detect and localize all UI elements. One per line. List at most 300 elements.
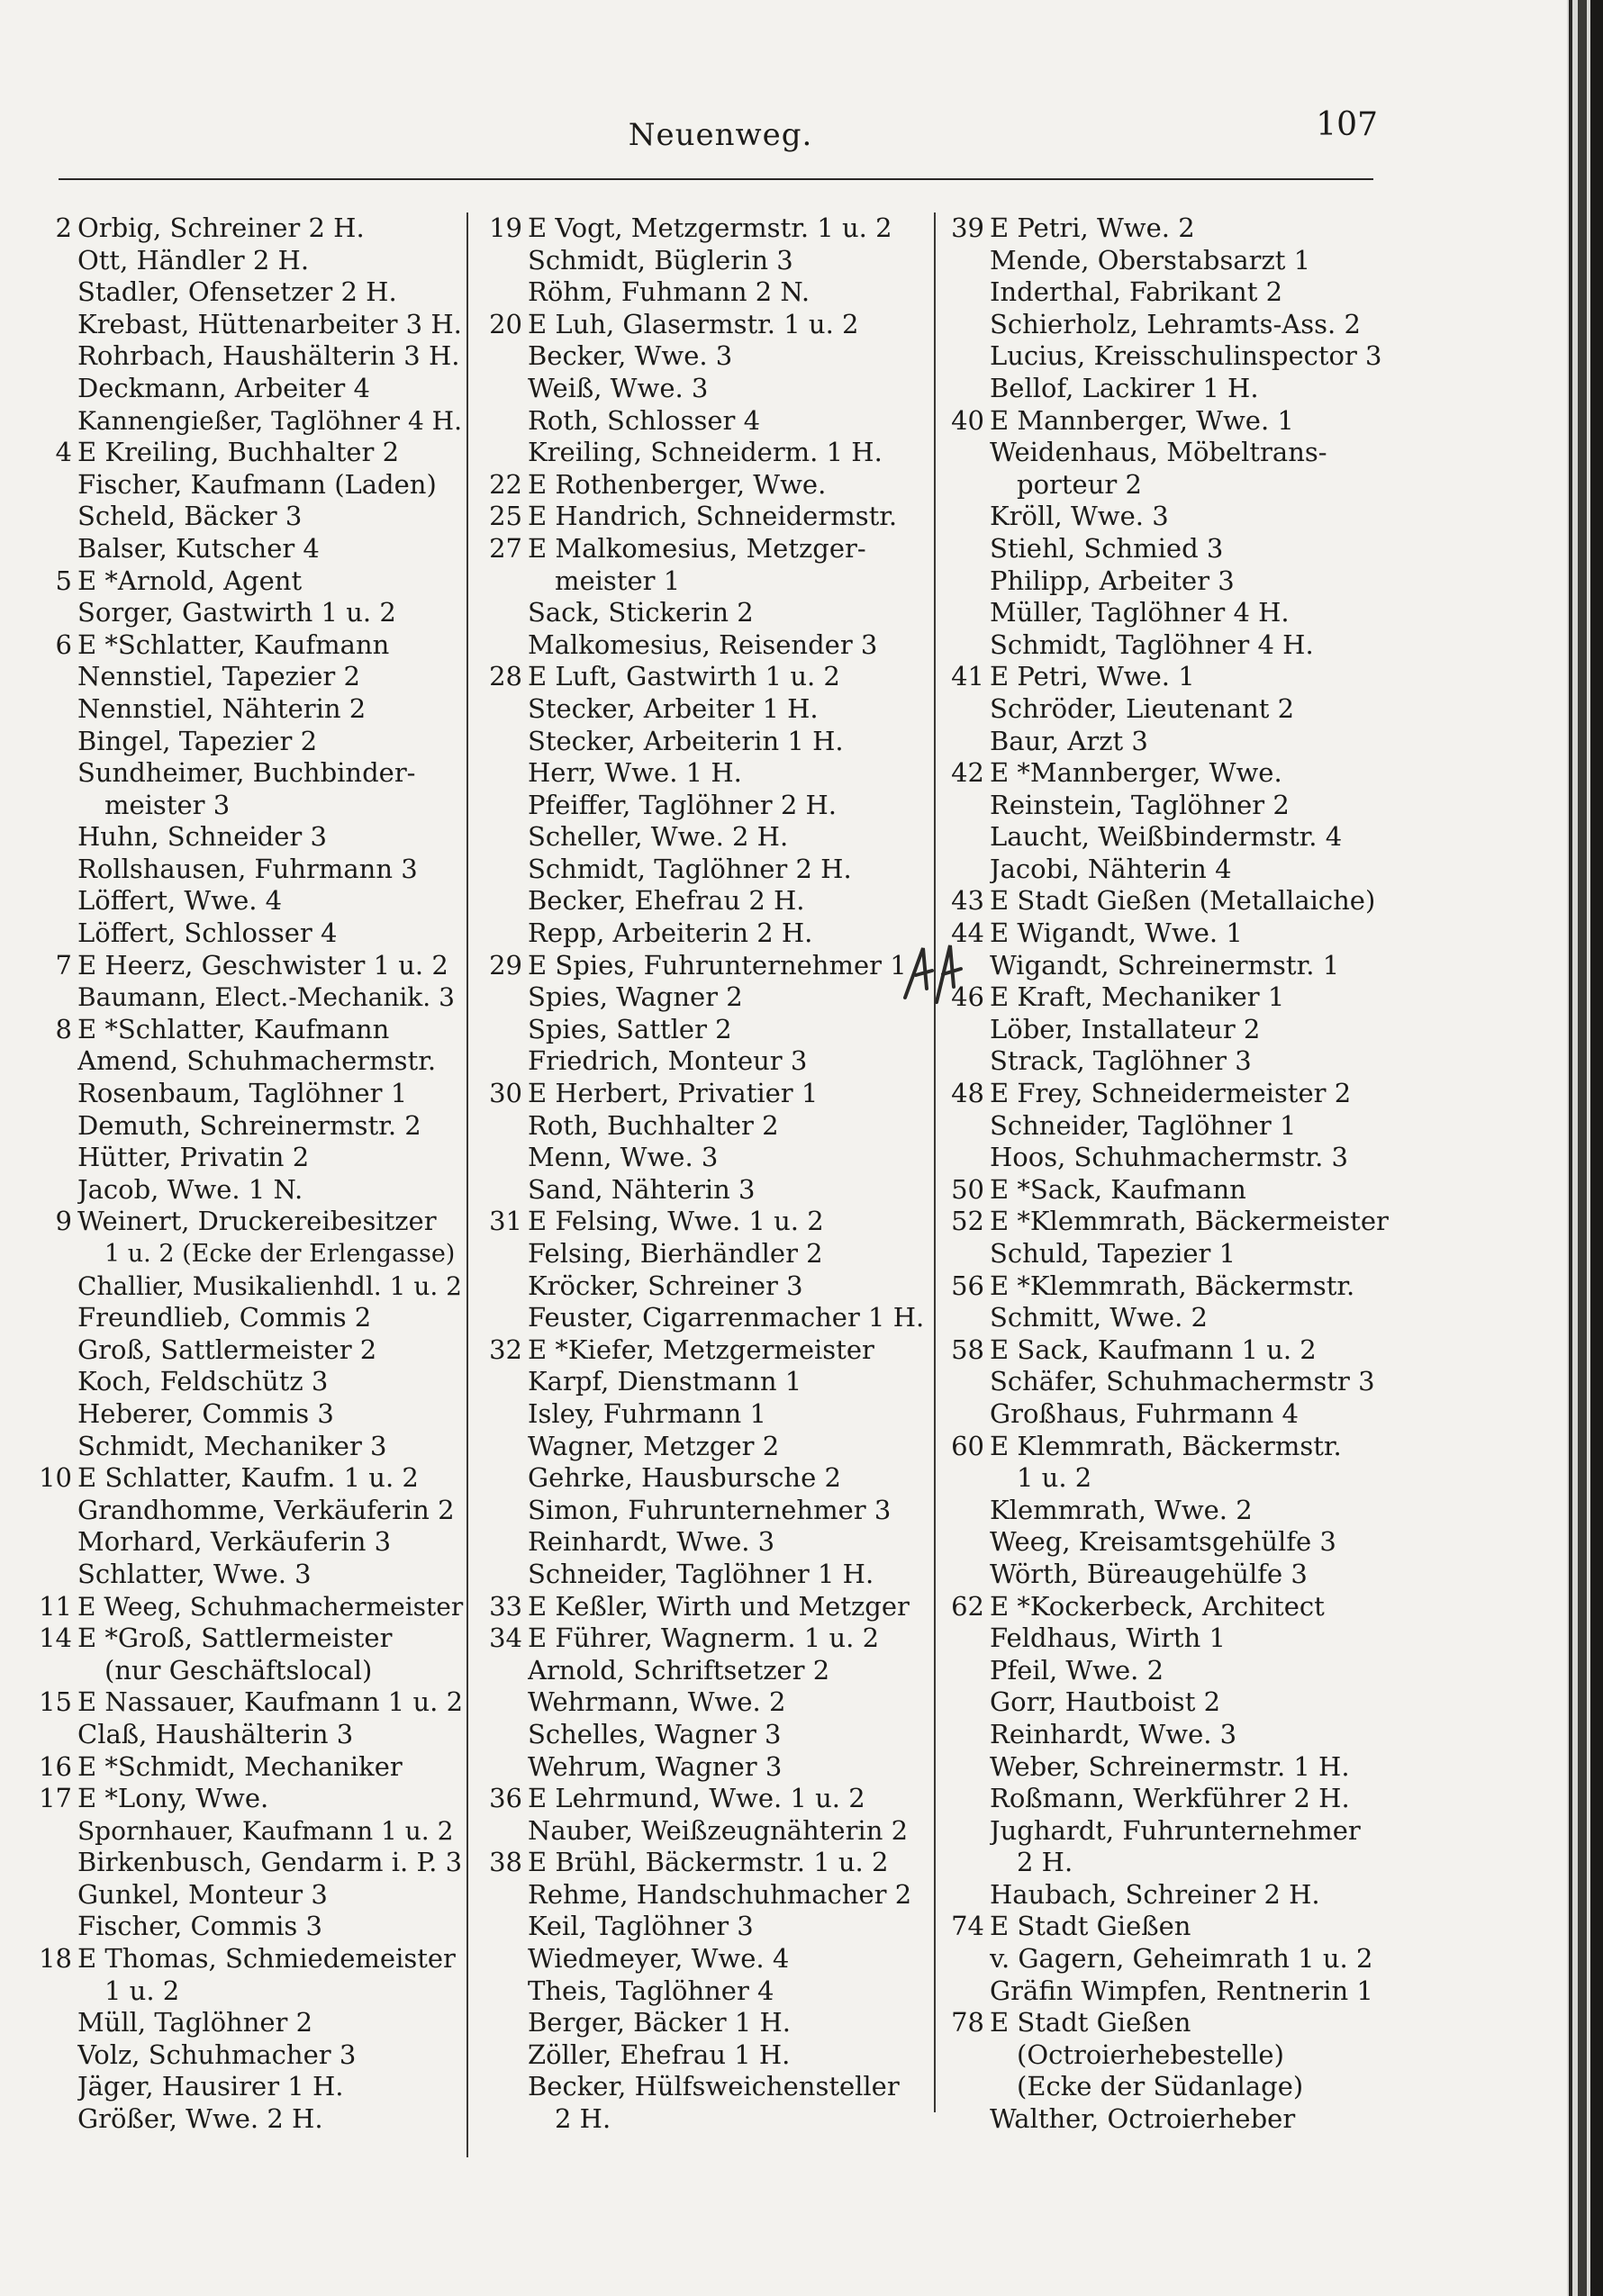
directory-entry: [939, 2103, 1390, 2136]
resident-entry-text: E Klemmrath, Bäckermstr.: [990, 1430, 1342, 1461]
directory-entry: [36, 1398, 464, 1431]
directory-entry: [477, 917, 928, 950]
book-edge: [1578, 0, 1587, 2296]
resident-entry-text: 1 u. 2: [104, 1975, 180, 2006]
directory-entry: [477, 469, 928, 502]
resident-entry-text: Roth, Schlosser 4: [528, 404, 761, 436]
resident-entry-text: Haubach, Schreiner 2 H.: [990, 1878, 1320, 1910]
resident-entry-text: Theis, Taglöhner 4: [528, 1975, 774, 2006]
directory-entry: [477, 212, 928, 245]
house-number: 60: [951, 1430, 984, 1461]
directory-entry: [36, 854, 464, 886]
directory-entry: [939, 533, 1390, 565]
resident-entry-text: Strack, Taglöhner 3: [990, 1045, 1252, 1077]
directory-entry: [939, 2007, 1390, 2039]
directory-entry: [939, 1719, 1390, 1751]
house-number: 2: [55, 212, 72, 243]
resident-entry-text: E *Arnold, Agent: [77, 565, 303, 596]
resident-entry-text: E Lehrmund, Wwe. 1 u. 2: [528, 1783, 865, 1814]
directory-entry: [477, 245, 928, 277]
directory-entry: [939, 597, 1390, 629]
directory-entry: [477, 1783, 928, 1815]
directory-entry: [477, 1431, 928, 1463]
directory-entry: [477, 2103, 928, 2136]
resident-entry-text: Wehrum, Wagner 3: [528, 1750, 783, 1782]
house-number: 22: [489, 468, 522, 500]
house-number: 48: [951, 1078, 984, 1109]
resident-entry-text: Baumann, Elect.-Mechanik. 3: [77, 982, 455, 1013]
directory-entry: [477, 1686, 928, 1719]
directory-entry: [36, 1302, 464, 1334]
directory-entry: [36, 437, 464, 469]
resident-entry-text: Keil, Taglöhner 3: [528, 1911, 754, 1942]
resident-entry-text: Weiß, Wwe. 3: [528, 372, 709, 403]
resident-entry-text: Hoos, Schuhmachermstr. 3: [990, 1142, 1348, 1173]
resident-entry-text: Isley, Fuhrmann 1: [528, 1397, 766, 1429]
resident-entry-text: Sundheimer, Buchbinder-: [77, 757, 416, 789]
house-number: 29: [489, 949, 522, 981]
resident-entry-text: E Führer, Wagnerm. 1 u. 2: [528, 1623, 880, 1654]
resident-entry-text: Berger, Bäcker 1 H.: [528, 2007, 792, 2038]
directory-entry: [939, 1751, 1390, 1784]
header-rule: [59, 178, 1373, 180]
directory-entry: [477, 2039, 928, 2072]
directory-entry: [36, 469, 464, 502]
directory-entry: [939, 917, 1390, 950]
resident-entry-text: Freundlieb, Commis 2: [77, 1302, 372, 1333]
directory-entry: [36, 276, 464, 309]
directory-entry: [36, 373, 464, 405]
directory-entry: [477, 533, 928, 565]
directory-entry: [36, 2103, 464, 2136]
resident-entry-text: E Kraft, Mechaniker 1: [990, 981, 1285, 1013]
resident-entry-text: Kreiling, Schneiderm. 1 H.: [528, 437, 883, 468]
directory-entry: [477, 854, 928, 886]
resident-entry-text: Schelles, Wagner 3: [528, 1718, 782, 1749]
directory-entry: [939, 309, 1390, 341]
directory-entry: [477, 1495, 928, 1527]
directory-entry: [939, 1655, 1390, 1687]
resident-entry-text: E Stadt Gießen (Metallaiche): [990, 885, 1376, 917]
resident-entry-text: Felsing, Bierhändler 2: [528, 1238, 823, 1269]
resident-entry-text: Reinhardt, Wwe. 3: [528, 1526, 775, 1558]
resident-entry-text: Bingel, Tapezier 2: [77, 725, 318, 756]
resident-entry-text: Schmidt, Taglöhner 2 H.: [528, 853, 852, 884]
directory-entry: [477, 1911, 928, 1943]
resident-entry-text: E Rothenberger, Wwe.: [528, 468, 827, 500]
resident-entry-text: Menn, Wwe. 3: [528, 1142, 719, 1173]
directory-entry: [36, 1334, 464, 1367]
directory-entry: [477, 950, 928, 982]
directory-entry: [36, 501, 464, 533]
directory-entry: [477, 1462, 928, 1495]
directory-entry: [36, 757, 464, 790]
resident-entry-text: Weinert, Druckereibesitzer: [77, 1206, 437, 1237]
column-3: [939, 212, 1390, 2136]
directory-entry: [939, 245, 1390, 277]
directory-entry: [939, 693, 1390, 726]
resident-entry-text: Wagner, Metzger 2: [528, 1430, 780, 1461]
directory-entry: [477, 1655, 928, 1687]
directory-entry: [477, 2007, 928, 2039]
directory-entry: [939, 469, 1390, 502]
resident-entry-text: (Ecke der Südanlage): [1017, 2071, 1304, 2102]
directory-entry: [36, 597, 464, 629]
directory-entry: [939, 405, 1390, 438]
resident-entry-text: Sand, Nähterin 3: [528, 1173, 756, 1205]
directory-entry: [477, 661, 928, 693]
resident-entry-text: Feuster, Cigarrenmacher 1 H.: [528, 1302, 925, 1333]
resident-entry-text: Laucht, Weißbindermstr. 4: [990, 821, 1343, 853]
resident-entry-text: Pfeil, Wwe. 2: [990, 1654, 1164, 1686]
house-number: 33: [489, 1590, 522, 1622]
resident-entry-text: Arnold, Schriftsetzer 2: [528, 1654, 830, 1686]
resident-entry-text: Amend, Schuhmachermstr.: [77, 1045, 437, 1077]
directory-entry: [939, 2039, 1390, 2072]
resident-entry-text: Kannengießer, Taglöhner 4 H.: [77, 405, 462, 436]
directory-entry: [477, 1719, 928, 1751]
directory-entry: [477, 1398, 928, 1431]
directory-entry: [477, 1943, 928, 1975]
resident-entry-text: E *Klemmrath, Bäckermeister: [990, 1206, 1389, 1237]
directory-entry: [477, 1623, 928, 1655]
house-number: 14: [39, 1623, 72, 1654]
house-number: 74: [951, 1911, 984, 1942]
resident-entry-text: E Sack, Kaufmann 1 u. 2: [990, 1333, 1317, 1365]
directory-entry: [477, 501, 928, 533]
resident-entry-text: Gehrke, Hausbursche 2: [528, 1462, 841, 1494]
house-number: 25: [489, 501, 522, 532]
resident-entry-text: E *Mannberger, Wwe.: [990, 757, 1282, 789]
house-number: 62: [951, 1590, 984, 1622]
directory-entry: [939, 373, 1390, 405]
resident-entry-text: Pfeiffer, Taglöhner 2 H.: [528, 789, 838, 820]
resident-entry-text: E Frey, Schneidermeister 2: [990, 1078, 1352, 1109]
directory-entry: [939, 1911, 1390, 1943]
directory-entry: [939, 1815, 1390, 1848]
house-number: 5: [55, 565, 72, 596]
directory-entry: [939, 790, 1390, 822]
directory-entry: [477, 726, 928, 758]
directory-entry: [36, 1045, 464, 1078]
directory-entry: [36, 533, 464, 565]
resident-entry-text: E Felsing, Wwe. 1 u. 2: [528, 1206, 824, 1237]
resident-entry-text: Wehrmann, Wwe. 2: [528, 1686, 786, 1718]
resident-entry-text: Löffert, Schlosser 4: [77, 917, 338, 949]
resident-entry-text: Roßmann, Werkführer 2 H.: [990, 1783, 1350, 1814]
resident-entry-text: E Petri, Wwe. 1: [990, 661, 1195, 692]
house-number: 41: [951, 661, 984, 692]
resident-entry-text: Inderthal, Fabrikant 2: [990, 276, 1283, 308]
directory-entry: [939, 1045, 1390, 1078]
resident-entry-text: Röhm, Fuhmann 2 N.: [528, 276, 811, 308]
directory-entry: [939, 1591, 1390, 1623]
resident-entry-text: Becker, Ehefrau 2 H.: [528, 885, 805, 917]
house-number: 7: [55, 949, 72, 981]
house-number: 56: [951, 1270, 984, 1301]
directory-entry: [36, 1366, 464, 1398]
resident-entry-text: Mende, Oberstabsarzt 1: [990, 244, 1311, 276]
resident-entry-text: Gorr, Hautboist 2: [990, 1686, 1221, 1718]
house-number: 52: [951, 1206, 984, 1237]
house-number: 11: [39, 1590, 72, 1622]
directory-entry: [939, 854, 1390, 886]
directory-entry: [939, 726, 1390, 758]
house-number: 50: [951, 1173, 984, 1205]
resident-entry-text: E *Kockerbeck, Architect: [990, 1590, 1325, 1622]
directory-entry: [939, 629, 1390, 662]
resident-entry-text: Wiedmeyer, Wwe. 4: [528, 1943, 790, 1975]
resident-entry-text: Heberer, Commis 3: [77, 1397, 334, 1429]
directory-entry: [36, 1783, 464, 1815]
directory-entry: [477, 757, 928, 790]
directory-entry: [36, 405, 464, 438]
directory-entry: [939, 1206, 1390, 1238]
directory-entry: [477, 597, 928, 629]
directory-entry: [36, 1270, 464, 1303]
directory-entry: [36, 1174, 464, 1207]
resident-entry-text: Schlatter, Wwe. 3: [77, 1558, 312, 1589]
resident-entry-text: Orbig, Schreiner 2 H.: [77, 212, 365, 243]
directory-entry: [939, 1110, 1390, 1143]
directory-entry: [36, 1014, 464, 1046]
directory-entry: [36, 1559, 464, 1591]
resident-entry-text: Volz, Schuhmacher 3: [77, 2038, 357, 2070]
directory-entry: [36, 693, 464, 726]
directory-entry: [36, 309, 464, 341]
directory-entry: [477, 693, 928, 726]
directory-entry: [477, 885, 928, 917]
house-number: 16: [39, 1750, 72, 1782]
directory-entry: [36, 1238, 464, 1270]
resident-entry-text: Deckmann, Arbeiter 4: [77, 372, 370, 403]
directory-entry: [36, 661, 464, 693]
directory-entry: [36, 1495, 464, 1527]
directory-entry: [939, 565, 1390, 598]
resident-entry-text: Jacobi, Nähterin 4: [990, 853, 1232, 884]
house-number: 28: [489, 661, 522, 692]
resident-entry-text: 2 H.: [1017, 1847, 1073, 1878]
directory-entry: [939, 1174, 1390, 1207]
page-title: Neuenweg.: [628, 117, 813, 153]
resident-entry-text: E Wigandt, Wwe. 1: [990, 917, 1243, 949]
directory-entry: [939, 1334, 1390, 1367]
directory-entry: [36, 1719, 464, 1751]
directory-entry: [939, 1783, 1390, 1815]
resident-entry-text: Kröcker, Schreiner 3: [528, 1270, 803, 1301]
resident-entry-text: (Octroierhebestelle): [1017, 2038, 1284, 2070]
resident-entry-text: Repp, Arbeiterin 2 H.: [528, 917, 813, 949]
directory-entry: [36, 1078, 464, 1110]
directory-entry: [477, 1815, 928, 1848]
directory-entry: [939, 1623, 1390, 1655]
directory-entry: [36, 790, 464, 822]
resident-entry-text: Karpf, Dienstmann 1: [528, 1366, 802, 1397]
resident-entry-text: Friedrich, Monteur 3: [528, 1045, 808, 1077]
resident-entry-text: Roth, Buchhalter 2: [528, 1109, 779, 1141]
directory-entry: [939, 1142, 1390, 1174]
directory-entry: [477, 1014, 928, 1046]
directory-entry: [939, 1462, 1390, 1495]
directory-entry: [939, 1943, 1390, 1975]
resident-entry-text: 2 H.: [555, 2103, 611, 2135]
directory-entry: [36, 629, 464, 662]
resident-entry-text: meister 3: [104, 789, 231, 820]
directory-entry: [36, 950, 464, 982]
directory-entry: [939, 1078, 1390, 1110]
resident-entry-text: Weber, Schreinermstr. 1 H.: [990, 1750, 1350, 1782]
resident-entry-text: Schuld, Tapezier 1: [990, 1238, 1236, 1269]
directory-entry: [36, 821, 464, 854]
resident-entry-text: v. Gagern, Geheimrath 1 u. 2: [990, 1943, 1373, 1975]
resident-entry-text: Weeg, Kreisamtsgehülfe 3: [990, 1526, 1336, 1558]
directory-entry: [36, 1206, 464, 1238]
resident-entry-text: Ott, Händler 2 H.: [77, 244, 310, 276]
resident-entry-text: Schneider, Taglöhner 1 H.: [528, 1558, 874, 1589]
house-number: 38: [489, 1847, 522, 1878]
directory-entry: [477, 1078, 928, 1110]
directory-entry: [477, 2071, 928, 2103]
resident-entry-text: E Heerz, Geschwister 1 u. 2: [77, 949, 448, 981]
resident-entry-text: Challier, Musikalienhdl. 1 u. 2: [77, 1270, 462, 1301]
resident-entry-text: E Luft, Gastwirth 1 u. 2: [528, 661, 840, 692]
resident-entry-text: Wigandt, Schreinermstr. 1: [990, 949, 1340, 981]
resident-entry-text: Reinhardt, Wwe. 3: [990, 1718, 1237, 1749]
resident-entry-text: Kröll, Wwe. 3: [990, 501, 1169, 532]
resident-entry-text: Huhn, Schneider 3: [77, 821, 327, 853]
resident-entry-text: E Mannberger, Wwe. 1: [990, 404, 1294, 436]
directory-entry: [939, 1975, 1390, 2008]
resident-entry-text: Stecker, Arbeiterin 1 H.: [528, 725, 844, 756]
resident-entry-text: Becker, Wwe. 3: [528, 340, 733, 372]
directory-entry: [477, 309, 928, 341]
house-number: 6: [55, 628, 72, 660]
directory-entry: [939, 2071, 1390, 2103]
resident-entry-text: Müll, Taglöhner 2: [77, 2007, 313, 2038]
resident-entry-text: Baur, Arzt 3: [990, 725, 1148, 756]
resident-entry-text: Schäfer, Schuhmachermstr 3: [990, 1366, 1375, 1397]
resident-entry-text: E Petri, Wwe. 2: [990, 212, 1195, 243]
directory-entry: [36, 1911, 464, 1943]
directory-entry: [939, 1366, 1390, 1398]
directory-entry: [477, 1045, 928, 1078]
house-number: 18: [39, 1943, 72, 1975]
resident-entry-text: Stadler, Ofensetzer 2 H.: [77, 276, 397, 308]
directory-entry: [36, 885, 464, 917]
resident-entry-text: E Stadt Gießen: [990, 2007, 1191, 2038]
resident-entry-text: Simon, Fuhrunternehmer 3: [528, 1494, 892, 1525]
resident-entry-text: E *Klemmrath, Bäckermstr.: [990, 1270, 1355, 1301]
resident-entry-text: Stecker, Arbeiter 1 H.: [528, 692, 819, 724]
house-number: 8: [55, 1013, 72, 1044]
resident-entry-text: Jacob, Wwe. 1 N.: [77, 1173, 303, 1205]
directory-entry: [36, 1751, 464, 1784]
directory-entry: [939, 276, 1390, 309]
directory-entry: [477, 790, 928, 822]
house-number: 44: [951, 917, 984, 949]
resident-entry-text: E Schlatter, Kaufm. 1 u. 2: [77, 1462, 419, 1494]
directory-entry: [939, 821, 1390, 854]
directory-entry: [477, 1142, 928, 1174]
resident-entry-text: Morhard, Verkäuferin 3: [77, 1526, 392, 1558]
directory-entry: [939, 885, 1390, 917]
resident-entry-text: E *Lony, Wwe.: [77, 1783, 269, 1814]
house-number: 42: [951, 757, 984, 789]
directory-entry: [939, 1302, 1390, 1334]
directory-entry: [477, 1975, 928, 2008]
resident-entry-text: (nur Geschäftslocal): [104, 1654, 373, 1686]
resident-entry-text: Rollshausen, Fuhrmann 3: [77, 853, 418, 884]
resident-entry-text: Nennstiel, Nähterin 2: [77, 692, 367, 724]
resident-entry-text: Rosenbaum, Taglöhner 1: [77, 1078, 408, 1109]
directory-entry: [477, 340, 928, 373]
resident-entry-text: E Brühl, Bäckermstr. 1 u. 2: [528, 1847, 889, 1878]
directory-entry: [477, 629, 928, 662]
directory-entry: [477, 1110, 928, 1143]
directory-entry: [36, 340, 464, 373]
resident-entry-text: Spornhauer, Kaufmann 1 u. 2: [77, 1815, 454, 1846]
directory-entry: [939, 1847, 1390, 1879]
resident-entry-text: Birkenbusch, Gendarm i. P. 3: [77, 1847, 463, 1878]
directory-entry: [939, 1879, 1390, 1912]
directory-entry: [477, 1302, 928, 1334]
resident-entry-text: Krebast, Hüttenarbeiter 3 H.: [77, 308, 462, 339]
directory-entry: [36, 1110, 464, 1143]
directory-entry: [36, 917, 464, 950]
resident-entry-text: E *Groß, Sattlermeister: [77, 1623, 393, 1654]
house-number: 27: [489, 532, 522, 564]
directory-entry: [36, 1975, 464, 2008]
resident-entry-text: E Nassauer, Kaufmann 1 u. 2: [77, 1686, 464, 1718]
house-number: 10: [39, 1462, 72, 1494]
resident-entry-text: Spies, Wagner 2: [528, 981, 743, 1013]
resident-entry-text: Schierholz, Lehramts-Ass. 2: [990, 308, 1361, 339]
house-number: 19: [489, 212, 522, 243]
directory-entry: [939, 950, 1390, 982]
resident-entry-text: Zöller, Ehefrau 1 H.: [528, 2038, 791, 2070]
directory-entry: [939, 437, 1390, 469]
resident-entry-text: Scheller, Wwe. 2 H.: [528, 821, 789, 853]
resident-entry-text: Sack, Stickerin 2: [528, 597, 754, 628]
directory-entry: [939, 340, 1390, 373]
column-divider-2: [934, 212, 936, 2112]
directory-entry: [36, 1462, 464, 1495]
resident-entry-text: Bellof, Lackirer 1 H.: [990, 372, 1259, 403]
resident-entry-text: Klemmrath, Wwe. 2: [990, 1494, 1253, 1525]
directory-entry: [477, 405, 928, 438]
resident-entry-text: Reinstein, Taglöhner 2: [990, 789, 1290, 820]
directory-entry: [477, 1334, 928, 1367]
book-edge: [1590, 0, 1603, 2296]
directory-entry: [477, 821, 928, 854]
resident-entry-text: Wörth, Büreaugehülfe 3: [990, 1558, 1308, 1589]
resident-entry-text: Philipp, Arbeiter 3: [990, 565, 1235, 596]
resident-entry-text: Stiehl, Schmied 3: [990, 532, 1224, 564]
house-number: 36: [489, 1783, 522, 1814]
resident-entry-text: Scheld, Bäcker 3: [77, 501, 303, 532]
directory-entry: [939, 1238, 1390, 1270]
resident-entry-text: Nauber, Weißzeugnähterin 2: [528, 1814, 909, 1846]
resident-entry-text: Gräfin Wimpfen, Rentnerin 1: [990, 1975, 1373, 2006]
house-number: 15: [39, 1686, 72, 1718]
resident-entry-text: E Herbert, Privatier 1: [528, 1078, 819, 1109]
house-number: 43: [951, 885, 984, 917]
directory-entry: [36, 2071, 464, 2103]
resident-entry-text: Schmidt, Mechaniker 3: [77, 1430, 387, 1461]
resident-entry-text: Schmidt, Büglerin 3: [528, 244, 793, 276]
page-number: 107: [1316, 106, 1378, 143]
resident-entry-text: Becker, Hülfsweichensteller: [528, 2071, 900, 2102]
